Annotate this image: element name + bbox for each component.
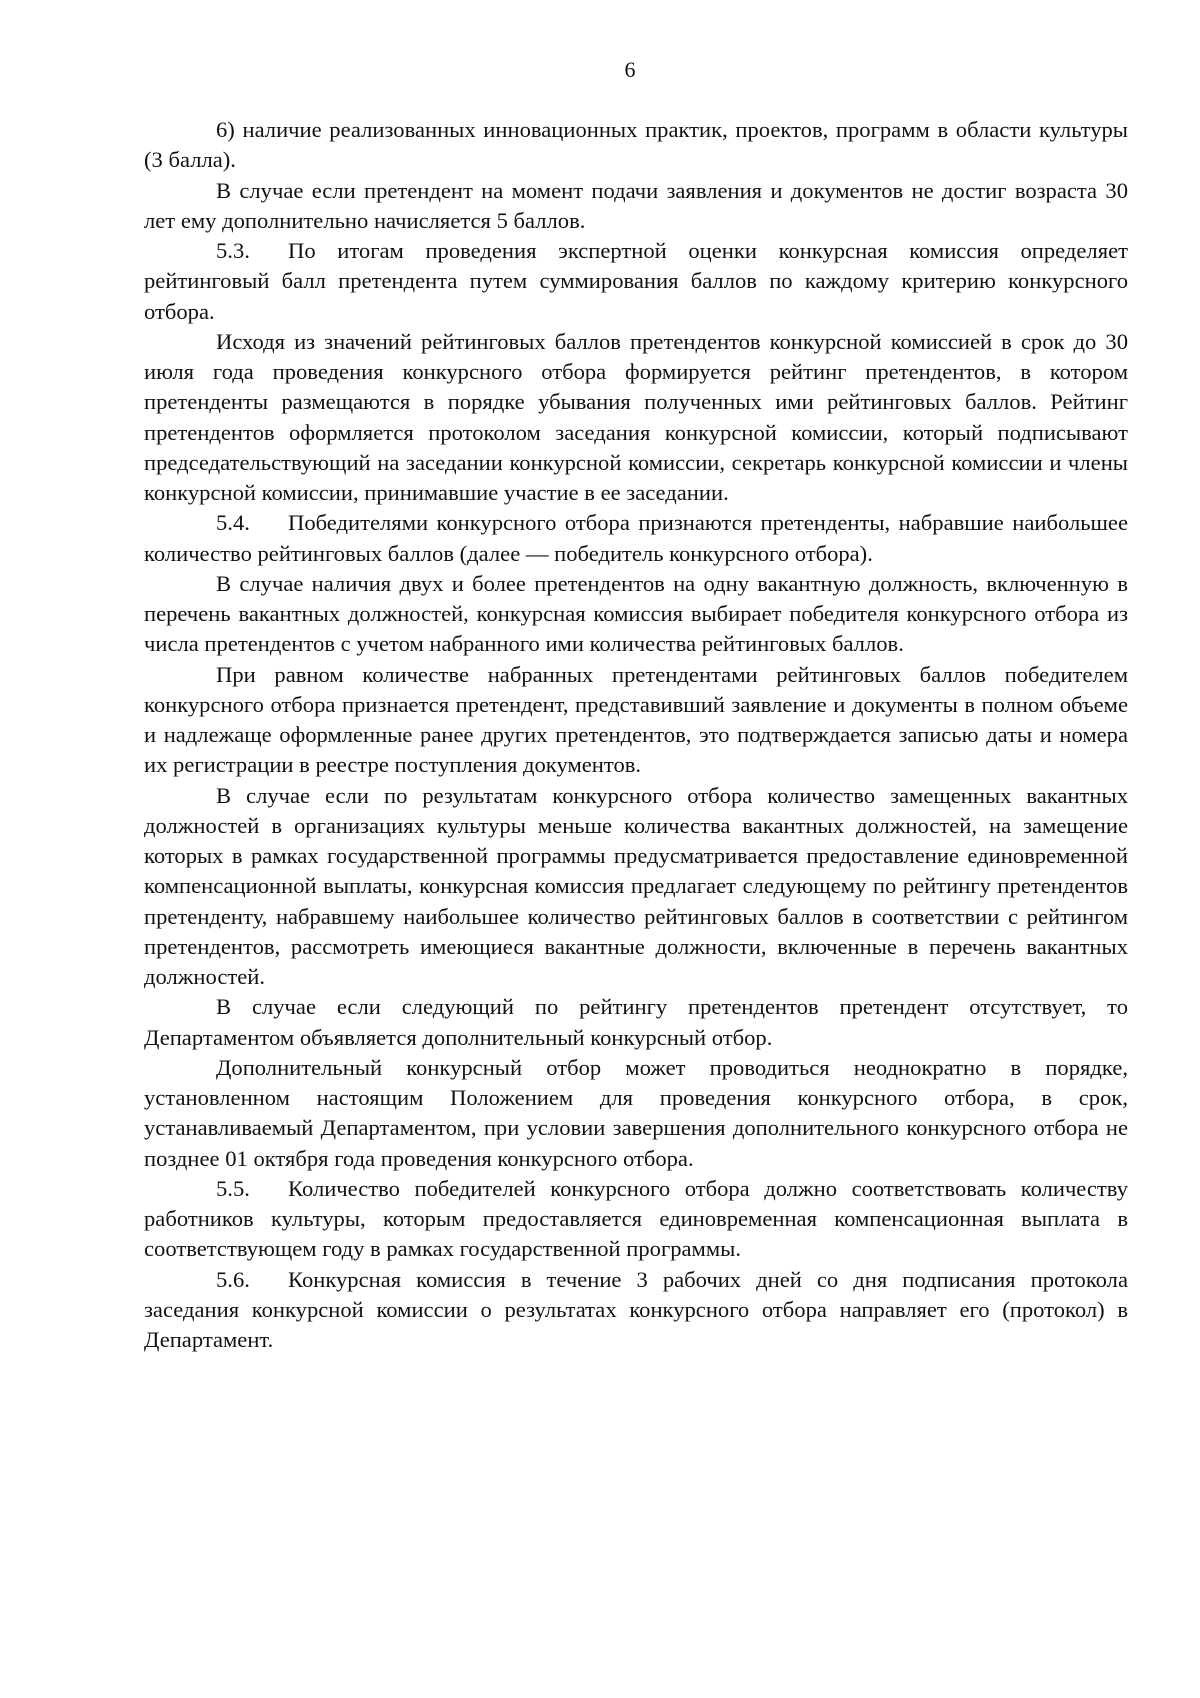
document-body <box>144 115 1128 1355</box>
paragraph <box>144 992 1128 1053</box>
paragraph-number: 5.3. <box>216 238 250 263</box>
paragraph-text: 6) наличие реализованных инновационных практик, проектов, программ в области культуры (3 балла). <box>144 117 1128 173</box>
paragraph-number: 5.6. <box>216 1266 250 1292</box>
paragraph-text: Исходя из значений рейтинговых баллов претендентов конкурсной комиссией в срок до 30 июля года проведения конкурсного отбора формируется рейтинг претендентов, в котором претенденты размещаются в порядке убывания полученных ими рейтинговых баллов. Рейтинг претендентов оформляется протоколом заседания конкурсной комиссии, который подписывают председательствующий на заседании конкурсной комиссии, секретарь конкурсной комиссии и члены конкурсной комиссии, принимавшие участие в ее заседании. <box>144 328 1128 505</box>
paragraph-text: Победителями конкурсного отбора признаются претенденты, набравшие наибольшее количество рейтинговых баллов (далее — победитель конкурсного отбора). <box>144 510 1128 566</box>
paragraph <box>144 569 1128 660</box>
paragraph-number: 5.4. <box>216 510 250 536</box>
paragraph-text: При равном количестве набранных претендентами рейтинговых баллов победителем конкурсного отбора признается претендент, представивший заявление и документы в полном объеме и надлежаще оформленные ранее других претендентов, это подтверждается записью даты и номера их регистрации в реестре поступления документов. <box>144 661 1128 778</box>
paragraph <box>144 115 1128 176</box>
paragraph-5-4 <box>144 508 1128 569</box>
paragraph-text: В случае если по результатам конкурсного отбора количество замещенных вакантных должностей в организациях культуры меньше количества вакантных должностей, на замещение которых в рамках государственной программы предусматривается предоставление единовременной компенсационной выплаты, конкурсная комиссия предлагает следующему по рейтингу претендентов претенденту, набравшему наибольшее количество рейтинговых баллов в соответствии с рейтингом претендентов, рассмотреть имеющиеся вакантные должности, включенные в перечень вакантных должностей. <box>144 782 1128 989</box>
paragraph <box>144 1053 1128 1174</box>
paragraph <box>144 660 1128 781</box>
paragraph-number: 5.5. <box>216 1175 250 1201</box>
paragraph <box>144 176 1128 237</box>
paragraph-text: В случае наличия двух и более претендентов на одну вакантную должность, включенную в перечень вакантных должностей, конкурсная комиссия выбирает победителя конкурсного отбора из числа претендентов с учетом набранного ими количества рейтинговых баллов. <box>144 570 1128 657</box>
paragraph-5-3 <box>144 236 1128 327</box>
paragraph-text: В случае если следующий по рейтингу претендентов претендент отсутствует, то Департаментом объявляется дополнительный конкурсный отбор. <box>144 994 1128 1050</box>
paragraph-text: Дополнительный конкурсный отбор может проводиться неоднократно в порядке, установленном настоящим Положением для проведения конкурсного отбора, в срок, устанавливаемый Департаментом, при условии завершения дополнительного конкурсного отбора не позднее 01 октября года проведения конкурсного отбора. <box>144 1054 1128 1171</box>
paragraph-5-6 <box>144 1265 1128 1356</box>
paragraph-text: По итогам проведения экспертной оценки конкурсная комиссия определяет рейтинговый балл претендента путем суммирования баллов по каждому критерию конкурсного отбора. <box>144 238 1128 324</box>
page-number: 6 <box>624 57 636 82</box>
paragraph <box>144 781 1128 993</box>
paragraph <box>144 327 1128 509</box>
paragraph-text: Количество победителей конкурсного отбора должно соответствовать количеству работников культуры, которым предоставляется единовременная компенсационная выплата в соответствующем году в рамках государственной программы. <box>144 1175 1128 1262</box>
paragraph-text: Конкурсная комиссия в течение 3 рабочих дней со дня подписания протокола заседания конкурсной комиссии о результатах конкурсного отбора направляет его (протокол) в Департамент. <box>144 1266 1128 1352</box>
paragraph-text: В случае если претендент на момент подачи заявления и документов не достиг возраста 30 лет ему дополнительно начисляется 5 баллов. <box>144 177 1128 233</box>
paragraph-5-5 <box>144 1174 1128 1265</box>
